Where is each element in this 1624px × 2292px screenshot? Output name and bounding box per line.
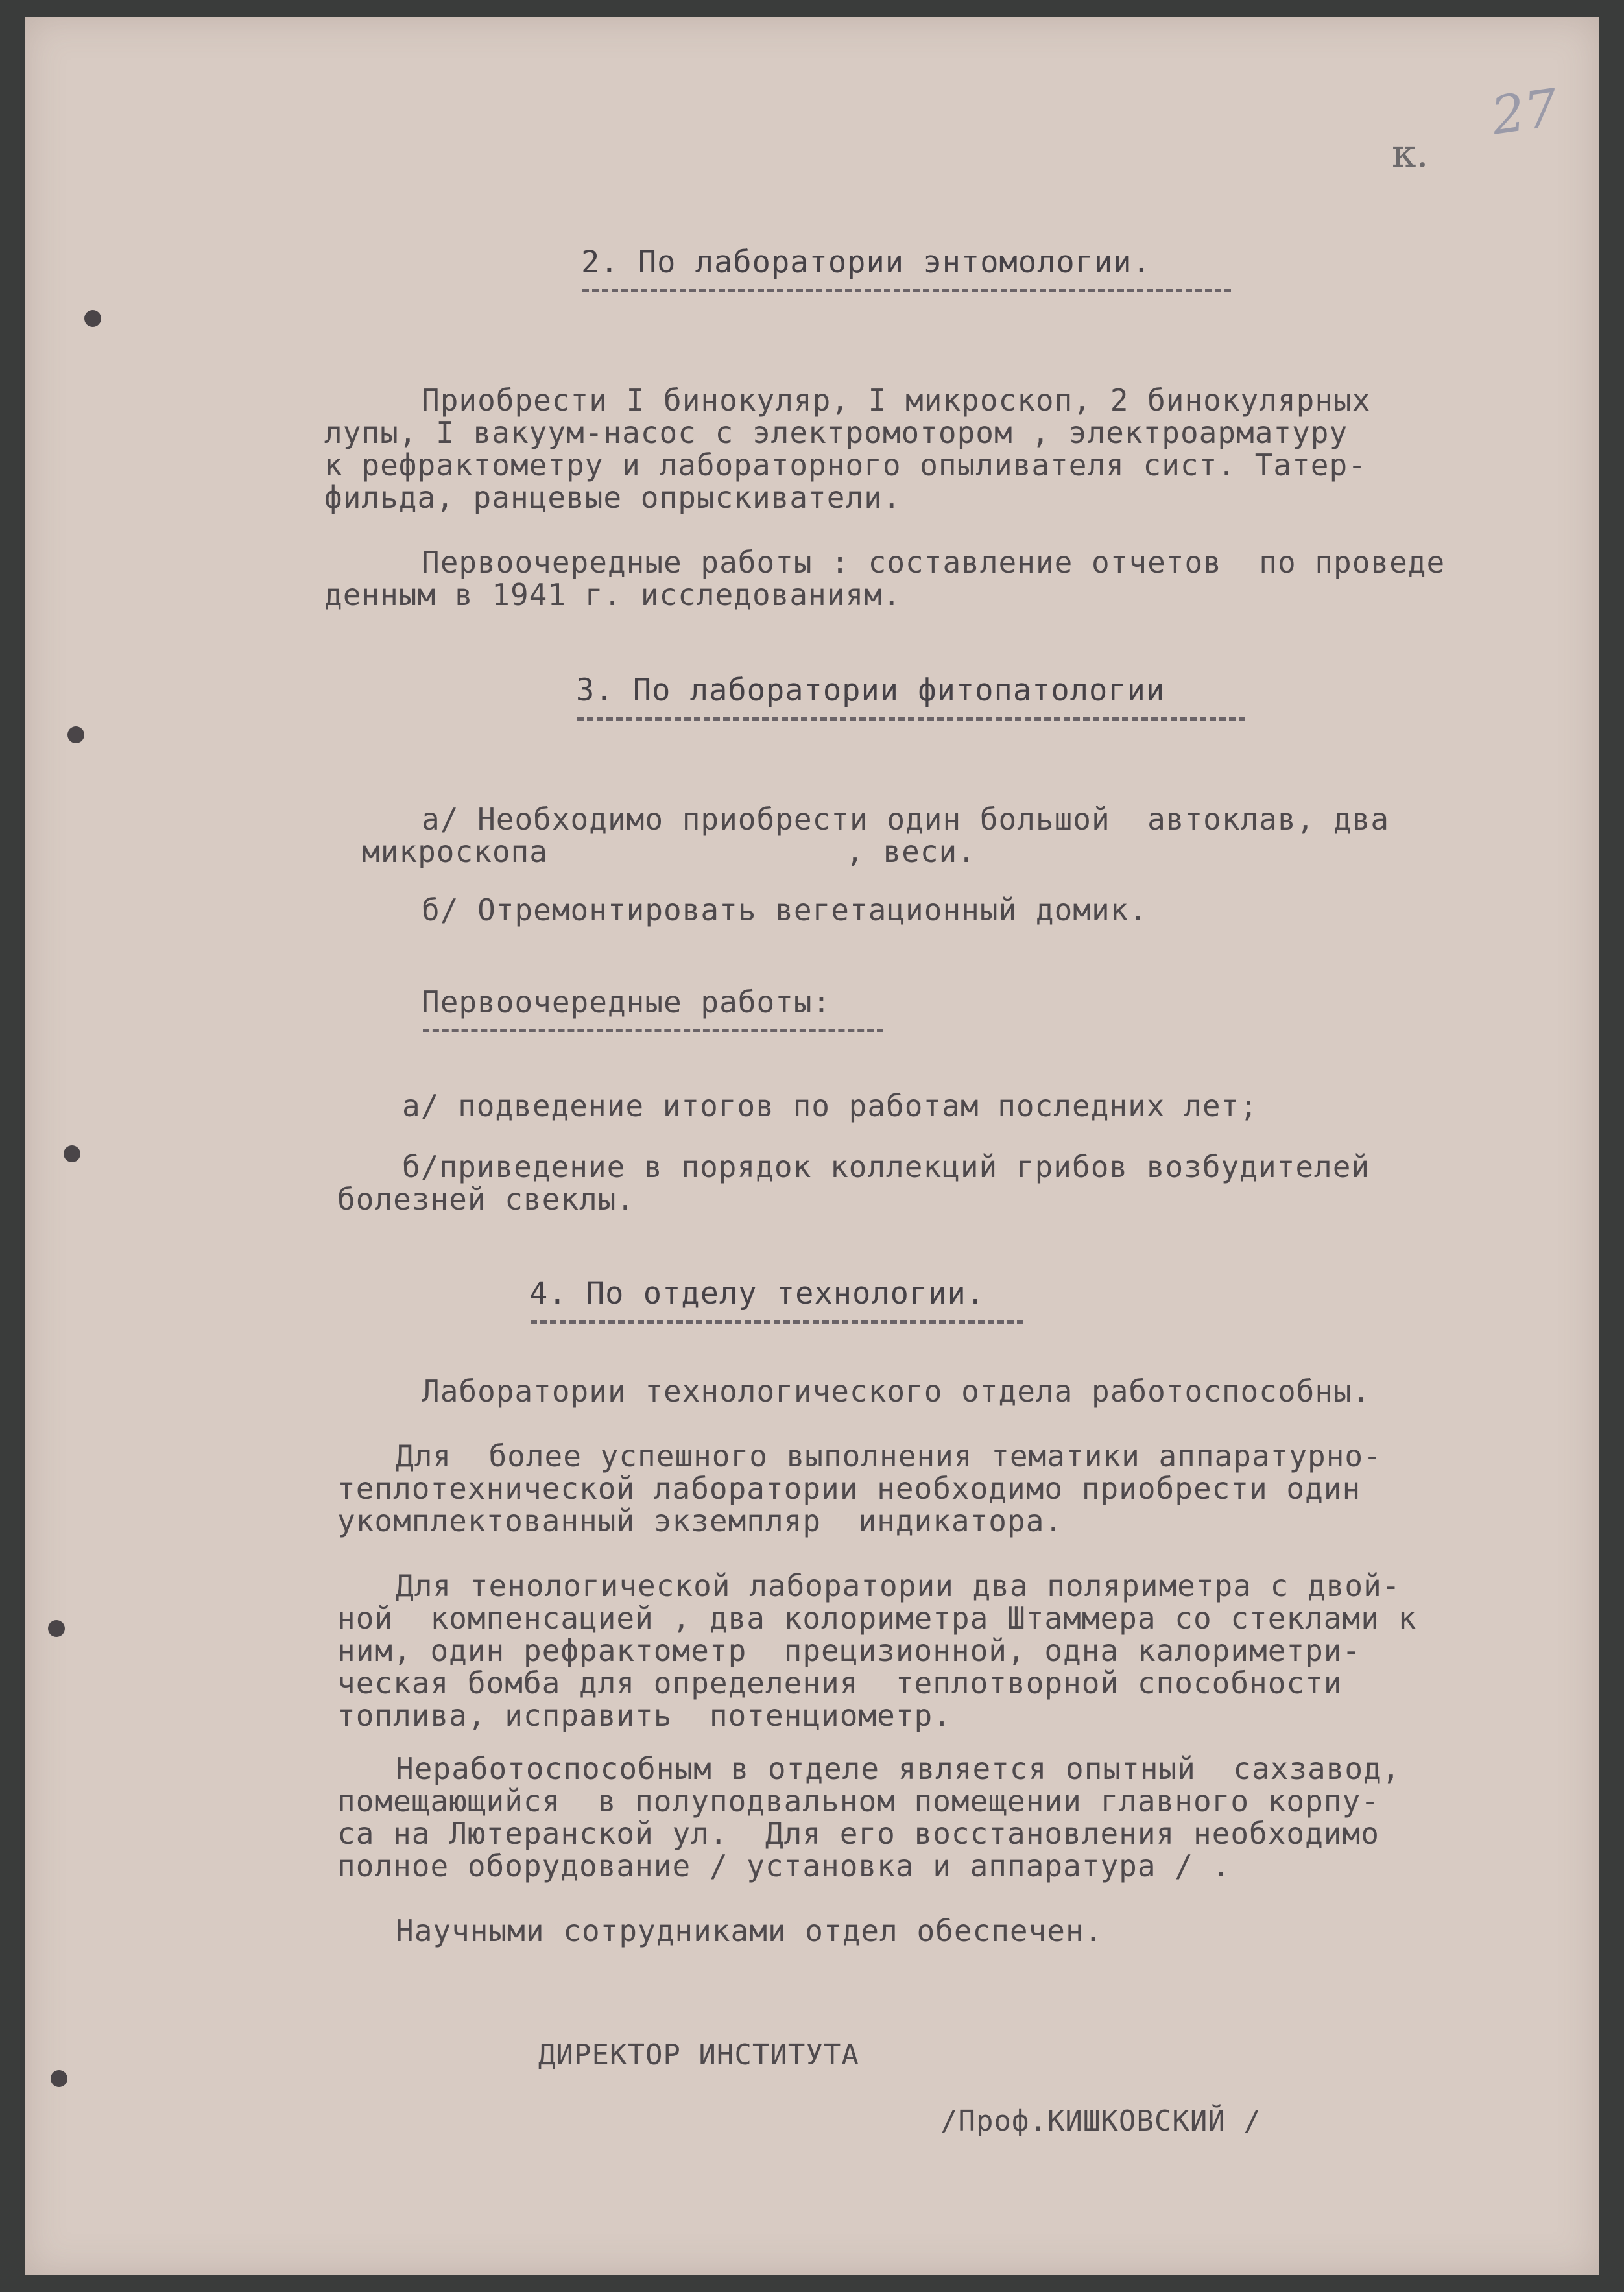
list-item-b: б/ Отремонтировать вегетационный домик.: [422, 892, 1148, 927]
paragraph-line: денным в 1941 г. исследованиям.: [324, 577, 902, 612]
heading-underline: [577, 717, 1245, 721]
priority-item-b-cont: болезней свеклы.: [337, 1182, 636, 1217]
paragraph-line: Научными сотрудниками отдел обеспечен.: [396, 1913, 1103, 1948]
paragraph-line: к рефрактометру и лабораторного опыливателя сист. Татер-: [324, 448, 1367, 483]
heading-underline: [423, 1029, 883, 1032]
priority-item-b: б/приведение в порядок коллекций грибов возбудителей: [402, 1149, 1370, 1184]
paragraph-line: теплотехнической лаборатории необходимо приобрести один: [337, 1471, 1361, 1506]
paragraph-line: Приобрести I бинокуляр, I микроскоп, 2 бинокулярных: [422, 383, 1371, 418]
paragraph-line: са на Лютеранской ул. Для его восстановления необходимо: [337, 1816, 1379, 1851]
paragraph-line: ним, один рефрактометр прецизионной, одна калориметри-: [337, 1633, 1361, 1668]
corner-mark: к.: [1392, 131, 1429, 176]
punch-hole: [84, 310, 101, 327]
paragraph-line: Неработоспособным в отделе является опытный сахзавод,: [396, 1751, 1401, 1786]
paragraph-line: Лаборатории технологического отдела работоспособны.: [422, 1374, 1371, 1409]
paragraph-line: полное оборудование / установка и аппаратура / .: [337, 1848, 1231, 1883]
section-heading-entomology: 2. По лаборатории энтомологии.: [581, 245, 1151, 280]
list-item-a-cont: микроскопа , веси.: [362, 834, 976, 869]
paragraph-line: помещающийся в полуподвальном помещении главного корпу-: [337, 1784, 1379, 1819]
paragraph-line: Для более успешного выполнения тематики аппаратурно-: [396, 1438, 1382, 1474]
paragraph-line: топлива, исправить потенциометр.: [337, 1698, 951, 1733]
paragraph-line: Для тенологической лаборатории два поляриметра с двой-: [396, 1568, 1401, 1603]
priority-item-a: а/ подведение итогов по работам последних лет;: [402, 1088, 1258, 1123]
paragraph-line: ной компенсацией , два колориметра Штаммера со стеклами к: [337, 1601, 1417, 1636]
heading-underline: [531, 1320, 1023, 1324]
heading-underline: [582, 289, 1231, 292]
section-heading-phytopathology: 3. По лаборатории фитопатологии: [576, 673, 1165, 708]
document-page: [25, 17, 1599, 2275]
punch-hole: [51, 2070, 67, 2087]
section-heading-technology: 4. По отделу технологии.: [529, 1276, 986, 1311]
signature-title: ДИРЕКТОР ИНСТИТУТА: [538, 2038, 859, 2071]
paragraph-line: укомплектованный экземпляр индикатора.: [337, 1503, 1064, 1538]
punch-hole: [67, 726, 84, 743]
signature-name: /Проф.КИШКОВСКИЙ /: [940, 2105, 1261, 2138]
paragraph-line: фильда, ранцевые опрыскиватели.: [324, 480, 902, 515]
list-item-a: а/ Необходимо приобрести один большой автоклав, два: [422, 802, 1390, 837]
paragraph-line: ческая бомба для определения теплотворной способности: [337, 1665, 1343, 1701]
paragraph-line: лупы, I вакуум-насос с электромотором , электроарматуру: [324, 415, 1348, 450]
punch-hole: [64, 1145, 80, 1162]
priority-heading: Первоочередные работы:: [422, 985, 831, 1020]
punch-hole: [48, 1620, 65, 1637]
archive-page-number: 27: [1488, 77, 1562, 147]
paragraph-line: Первоочередные работы : составление отчетов по проведе: [422, 545, 1446, 580]
